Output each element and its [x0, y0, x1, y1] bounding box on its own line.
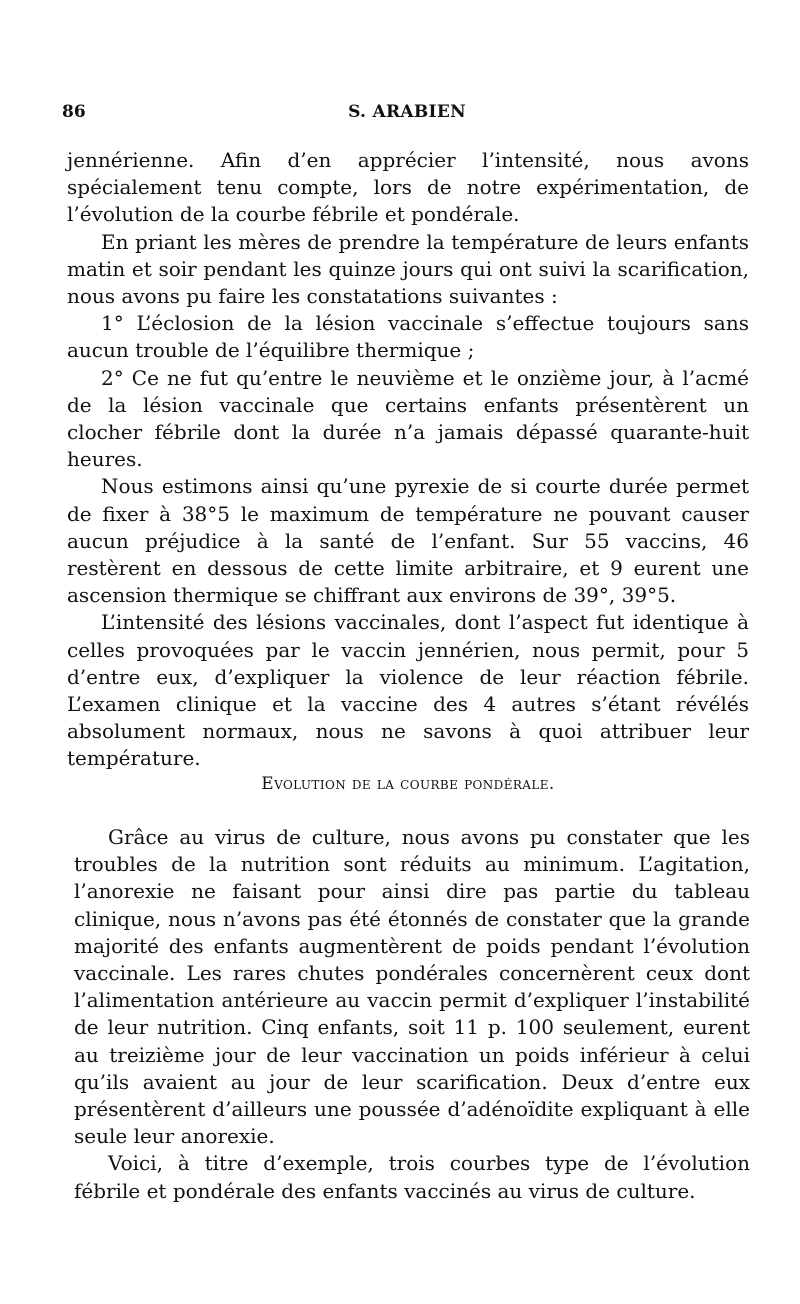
- paragraph-item-1: 1° L’éclosion de la lésion vaccinale s’effectue toujours sans aucun trouble de l’équilibre thermique ;: [67, 311, 749, 363]
- page-number: 86: [62, 102, 86, 122]
- paragraph: L’intensité des lésions vaccinales, dont l’aspect fut identique à celles provoquées par le vaccin jennérien, nous permit, pour 5 d’entre eux, d’expliquer la violence de leur réaction fébrile. L’examen clinique et la vaccine des 4 autres s’étant révélés absolument normaux, nous ne savons à quoi attribuer leur température.: [67, 610, 749, 771]
- running-title: S. ARABIEN: [348, 102, 466, 122]
- paragraph-item-2: 2° Ce ne fut qu’entre le neuvième et le onzième jour, à l’acmé de la lésion vaccinale que certains enfants présentèrent un clocher fébrile dont la durée n’a jamais dépassé quarante-huit heures.: [67, 365, 749, 472]
- paragraph: Grâce au virus de culture, nous avons pu constater que les troubles de la nutrition sont réduits au minimum. L’agitation, l’anorexie ne faisant pour ainsi dire pas partie du tableau clinique, nous n’avons pas été étonnés de constater que la grande majorité des enfants augmentèrent de poids pendant l’évolution vaccinale. Les rares chutes pondérales concernèrent ceux dont l’alimentation antérieure au vaccin permit d’expliquer l’instabilité de leur nutrition. Cinq enfants, soit 11 p. 100 seulement, eurent au treizième jour de leur vaccination un poids inférieur à celui qu’ils avaient au jour de leur scarification. Deux d’entre eux présentèrent d’ailleurs une poussée d’adénoïdite expliquant à elle seule leur anorexie.: [74, 825, 750, 1149]
- paragraph: En priant les mères de prendre la température de leurs enfants matin et soir pendant les quinze jours qui ont suivi la scarification, nous avons pu faire les constatations suivantes :: [67, 229, 749, 309]
- section-heading: Evolution de la courbe pondérale.: [261, 774, 555, 794]
- paragraph: Voici, à titre d’exemple, trois courbes type de l’évolution fébrile et pondérale des enfants vaccinés au virus de culture.: [74, 1151, 750, 1203]
- body-text-block-2: [74, 824, 750, 1205]
- paragraph-continuation: jennérienne. Afin d’en apprécier l’intensité, nous avons spécialement tenu compte, lors de notre expérimentation, de l’évolution de la courbe fébrile et pondérale.: [67, 148, 749, 227]
- paragraph: Nous estimons ainsi qu’une pyrexie de si courte durée permet de fixer à 38°5 le maximum de température ne pouvant causer aucun préjudice à la santé de l’enfant. Sur 55 vaccins, 46 restèrent en dessous de cette limite arbitraire, et 9 eurent une ascension thermique se chiffrant aux environs de 39°, 39°5.: [67, 474, 749, 608]
- body-text-block-1: [67, 147, 749, 773]
- page-header: [62, 100, 752, 126]
